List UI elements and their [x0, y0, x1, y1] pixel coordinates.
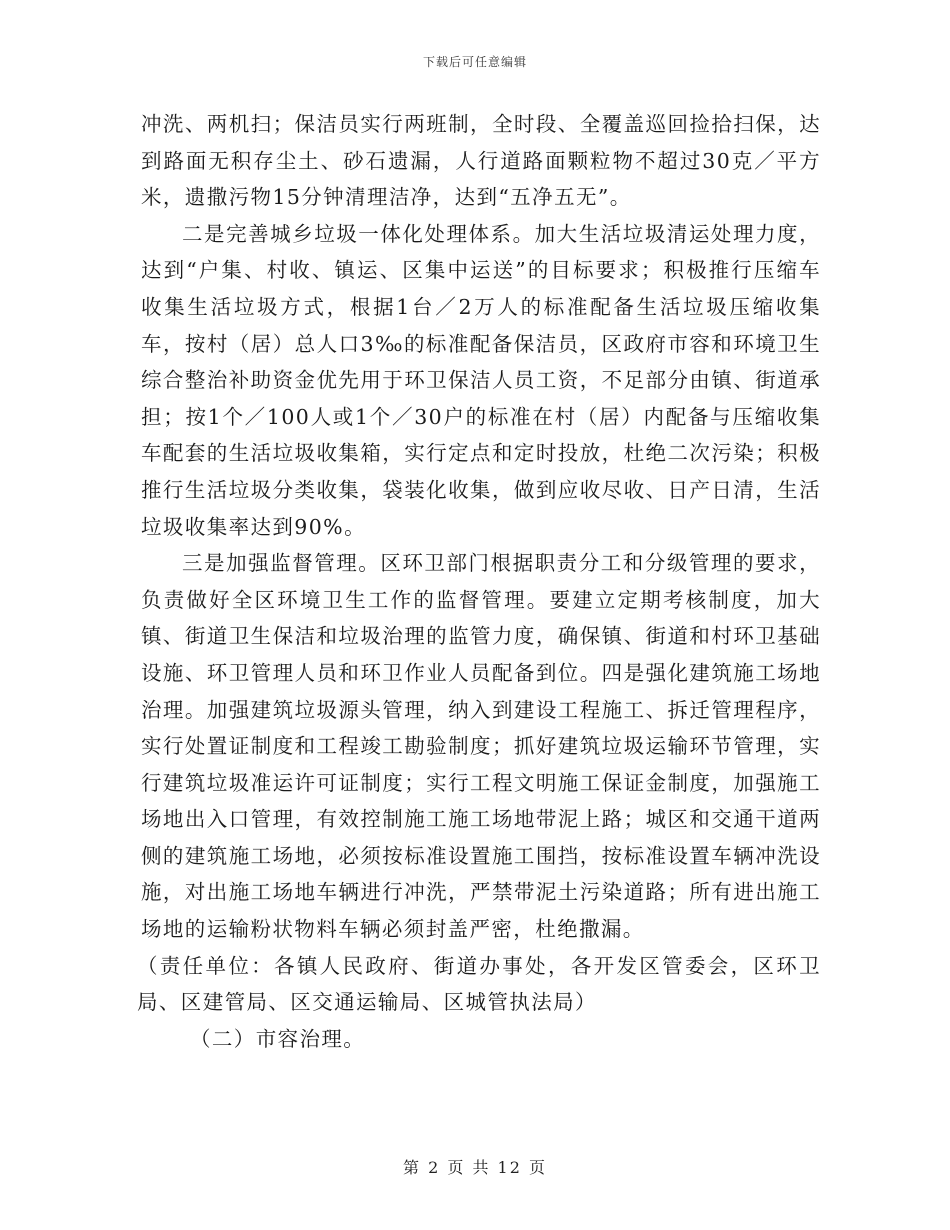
paragraph-garbage-system: 二是完善城乡垃圾一体化处理体系。加大生活垃圾清运处理力度，达到“户集、村收、镇运、区集中运送”的目标要求；积极推行压缩车收集生活垃圾方式，根据1台／2万人的标准配备生活垃圾压缩收集车，按村（居）总人口3‰的标准配备保洁员，区政府市容和环境卫生综合整治补助资金优先用于环卫保洁人员工资，不足部分由镇、街道承担；按1个／100人或1个／30户的标准在村（居）内配备与压缩收集车配套的生活垃圾收集箱，实行定点和定时投放，杜绝二次污染；积极推行生活垃圾分类收集，袋装化收集，做到应收尽收、日产日清，生活垃圾收集率达到90%。 [141, 221, 821, 539]
section-heading-city-appearance: （二）市容治理。 [190, 1026, 366, 1051]
page-header-note: 下载后可任意编辑 [422, 55, 527, 69]
paragraph-responsible-units: （责任单位：各镇人民政府、街道办事处，各开发区管委会，区环卫局、区建管局、区交通运输局、区城管执法局） [137, 953, 821, 1015]
paragraph-street-cleaning: 冲洗、两机扫；保洁员实行两班制，全时段、全覆盖巡回捡拾扫保，达到路面无积存尘土、砂石遗漏，人行道路面颗粒物不超过30克／平方米，遗撒污物15分钟清理洁净，达到“五净五无”。 [141, 112, 821, 210]
page-number-footer: 第 2 页 共 12 页 [403, 1158, 547, 1177]
paragraph-supervision: 三是加强监督管理。区环卫部门根据职责分工和分级管理的要求，负责做好全区环境卫生工作的监督管理。要建立定期考核制度，加大镇、街道卫生保洁和垃圾治理的监管力度，确保镇、街道和村环卫基础设施、环卫管理人员和环卫作业人员配备到位。四是强化建筑施工场地治理。加强建筑垃圾源头管理，纳入到建设工程施工、拆迁管理程序，实行处置证制度和工程竣工勘验制度；抓好建筑垃圾运输环节管理，实行建筑垃圾准运许可证制度；实行工程文明施工保证金制度，加强施工场地出入口管理，有效控制施工施工场地带泥上路；城区和交通干道两侧的建筑施工场地，必须按标准设置施工围挡，按标准设置车辆冲洗设施，对出施工场地车辆进行冲洗，严禁带泥土污染道路；所有进出施工场地的运输粉状物料车辆必须封盖严密，杜绝撒漏。 [141, 551, 821, 942]
document-body [137, 106, 821, 1057]
